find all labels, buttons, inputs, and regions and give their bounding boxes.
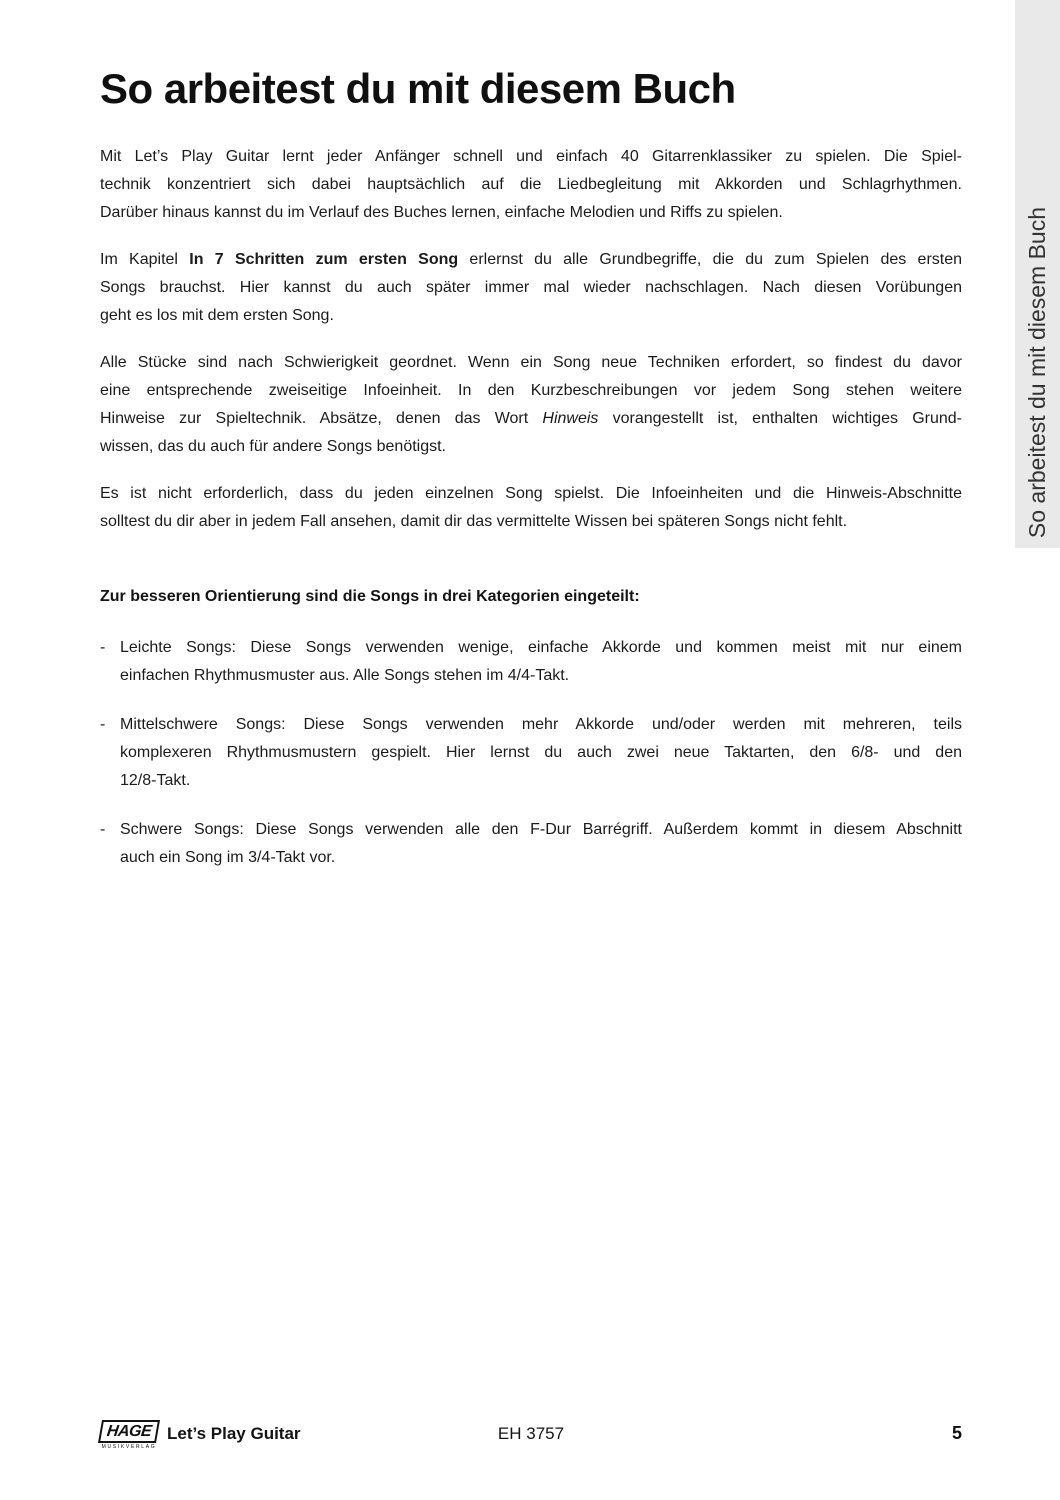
text-line: eine entsprechende zweiseitige Infoeinheit. In den Kurzbeschreibungen vor jedem Song stehen weitere — [100, 382, 962, 399]
paragraph-chapter-seven-steps — [100, 246, 962, 330]
bullet-medium-songs — [100, 711, 962, 795]
bullet-easy-songs-text — [120, 634, 962, 690]
hage-logo-text: HAGE — [105, 1422, 153, 1440]
footer-page-number: 5 — [951, 1423, 962, 1443]
text-line: geht es los mit dem ersten Song. — [100, 307, 334, 324]
paragraph-intro — [100, 143, 962, 227]
text-line: Songs brauchst. Hier kannst du auch später immer mal wieder nachschlagen. Nach diesen Vorübungen — [100, 279, 962, 296]
footer-catalog-number: EH 3757 — [497, 1424, 565, 1443]
text-line: Im Kapitel In 7 Schritten zum ersten Song erlernst du alle Grundbegriffe, die du zum Spielen des ersten — [100, 251, 962, 268]
page-content — [100, 64, 962, 893]
text-line: Hinweise zur Spieltechnik. Absätze, denen das Wort Hinweis vorangestellt ist, enthalten wichtiges Grund- — [100, 410, 962, 427]
bullet-medium-songs-text — [120, 711, 962, 795]
text-line: technik konzentriert sich dabei hauptsächlich auf die Liedbegleitung mit Akkorden und Schlagrhythmen. — [100, 176, 962, 193]
text-line: Schwere Songs: Diese Songs verwenden alle den F-Dur Barrégriff. Außerdem kommt in diesem Abschnitt — [120, 821, 962, 838]
text-line: solltest du dir aber in jedem Fall ansehen, damit dir das vermittelte Wissen bei späteren Songs nicht fehlt. — [100, 513, 848, 530]
bullet-dash: - — [100, 821, 106, 838]
bullet-dash: - — [100, 716, 106, 733]
categories-heading: Zur besseren Orientierung sind die Songs in drei Kategorien eingeteilt: — [100, 588, 640, 605]
text-line: wissen, das du auch für andere Songs benötigst. — [100, 438, 446, 455]
hage-logo-subtext: MUSIKVERLAG — [101, 1444, 157, 1450]
bullet-hard-songs-text — [120, 816, 962, 872]
footer-book-title: Let’s Play Guitar — [167, 1424, 301, 1443]
text-line: Mit Let’s Play Guitar lernt jeder Anfänger schnell und einfach 40 Gitarrenklassiker zu spielen. Die Spiel- — [100, 148, 962, 165]
page-title: So arbeitest du mit diesem Buch — [100, 65, 736, 112]
text-line: Es ist nicht erforderlich, dass du jeden einzelnen Song spielst. Die Infoeinheiten und die Hinweis-Abschnitte — [100, 485, 962, 502]
paragraph-difficulty-order — [100, 349, 962, 461]
text-line: Leichte Songs: Diese Songs verwenden wenige, einfache Akkorde und kommen meist mit nur einem — [120, 639, 962, 656]
text-line: auch ein Song im 3/4-Takt vor. — [120, 849, 336, 866]
text-line: einfachen Rhythmusmuster aus. Alle Songs stehen im 4/4-Takt. — [120, 667, 570, 684]
text-line: Alle Stücke sind nach Schwierigkeit geordnet. Wenn ein Song neue Techniken erfordert, so findest du davor — [100, 354, 962, 371]
chapter-tab — [1015, 0, 1060, 548]
bullet-easy-songs — [100, 634, 962, 690]
page-footer — [100, 1418, 962, 1458]
text-line: Mittelschwere Songs: Diese Songs verwenden mehr Akkorde und/oder werden mit mehreren, teils — [120, 716, 962, 733]
text-line: komplexeren Rhythmusmustern gespielt. Hier lernst du auch zwei neue Taktarten, den 6/8- und den — [120, 744, 962, 761]
text-line: Darüber hinaus kannst du im Verlauf des Buches lernen, einfache Melodien und Riffs zu spielen. — [100, 204, 783, 221]
bullet-dash: - — [100, 639, 106, 656]
bullet-hard-songs — [100, 816, 962, 872]
text-line: 12/8-Takt. — [120, 772, 191, 789]
paragraph-not-required — [100, 480, 962, 536]
chapter-tab-label: So arbeitest du mit diesem Buch — [1024, 206, 1050, 538]
